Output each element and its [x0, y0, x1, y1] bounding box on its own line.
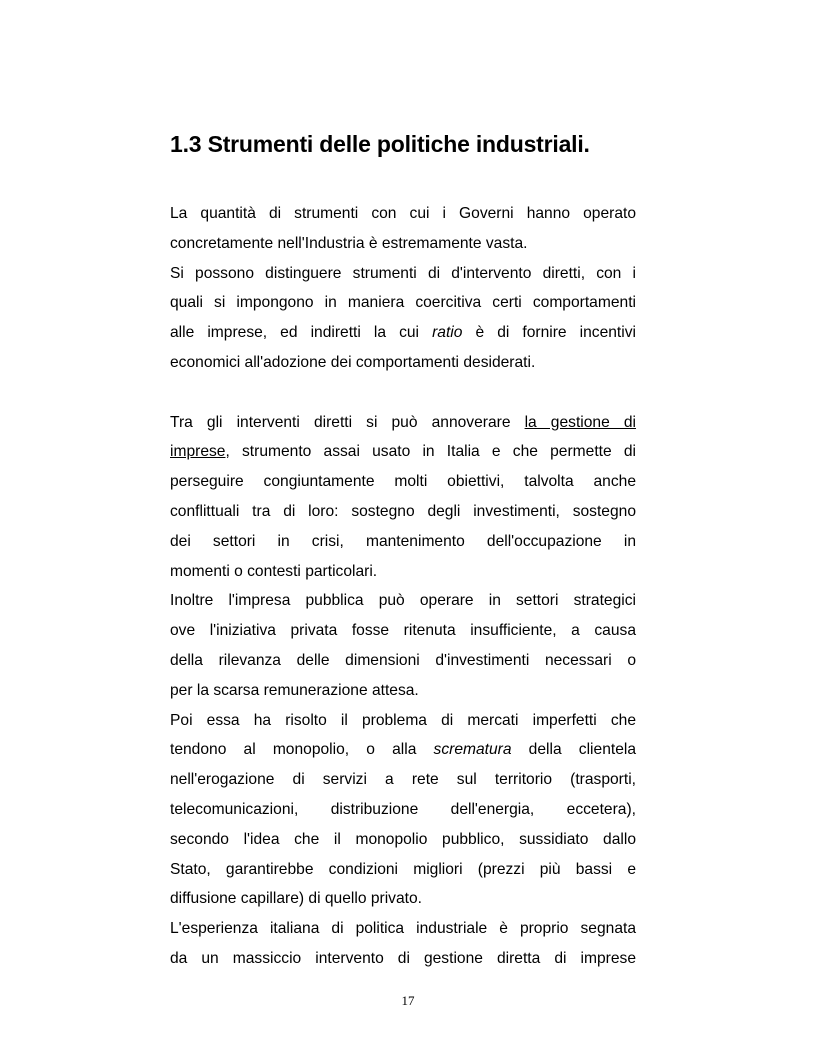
text-line: ove l'iniziativa privata fosse ritenuta insufficiente, a causa: [170, 622, 636, 640]
body-text: [170, 199, 636, 974]
paragraph-spacer: [170, 378, 636, 408]
text-line: per la scarsa remunerazione attesa.: [170, 681, 419, 699]
text-line: L'esperienza italiana di politica industriale è proprio segnata: [170, 920, 636, 938]
text-line: [170, 437, 636, 467]
text-line: diffusione capillare) di quello privato.: [170, 890, 422, 908]
text-segment: della clientela: [511, 741, 637, 759]
text-line: economici all'adozione dei comportamenti desiderati.: [170, 353, 536, 371]
text-segment: Tra gli interventi diretti si può annoverare: [170, 413, 525, 431]
text-line: [170, 735, 636, 765]
text-line: Inoltre l'impresa pubblica può operare in settori strategici: [170, 592, 636, 610]
italic-term: ratio: [432, 324, 463, 342]
text-line: Poi essa ha risolto il problema di mercati imperfetti che: [170, 711, 636, 729]
text-line: La quantità di strumenti con cui i Governi hanno operato: [170, 205, 636, 222]
text-line: concretamente nell'Industria è estremamente vasta.: [170, 234, 528, 252]
text-segment: , strumento assai usato in Italia e che permette di: [225, 443, 636, 461]
text-segment: è di fornire incentivi: [462, 324, 636, 342]
section-heading: 1.3 Strumenti delle politiche industriali.: [170, 131, 590, 157]
text-line: nell'erogazione di servizi a rete sul territorio (trasporti,: [170, 771, 636, 789]
page-number: 17: [401, 993, 415, 1008]
text-line: perseguire congiuntamente molti obiettivi, talvolta anche: [170, 473, 636, 491]
text-line: momenti o contesti particolari.: [170, 562, 378, 580]
text-line: secondo l'idea che il monopolio pubblico, sussidiato dallo: [170, 830, 636, 848]
text-line: [170, 408, 636, 438]
underlined-term: la gestione di: [524, 413, 636, 431]
italic-term: scrematura: [433, 741, 512, 759]
text-segment: alle imprese, ed indiretti la cui: [170, 324, 433, 342]
text-line: [170, 318, 636, 348]
underlined-term: imprese: [170, 443, 226, 461]
text-line: della rilevanza delle dimensioni d'investimenti necessari o: [170, 651, 636, 669]
text-line: Stato, garantirebbe condizioni migliori (prezzi più bassi e: [170, 860, 636, 878]
text-segment: tendono al monopolio, o alla: [170, 741, 434, 759]
text-line: dei settori in crisi, mantenimento dell'occupazione in: [170, 532, 636, 550]
text-line: Si possono distinguere strumenti di d'intervento diretti, con i: [170, 264, 636, 282]
text-line: conflittuali tra di loro: sostegno degli investimenti, sostegno: [170, 502, 636, 520]
text-line: telecomunicazioni, distribuzione dell'energia, eccetera),: [170, 800, 636, 818]
text-line: da un massiccio intervento di gestione diretta di imprese: [170, 949, 636, 967]
text-line: quali si impongono in maniera coercitiva certi comportamenti: [170, 294, 636, 312]
